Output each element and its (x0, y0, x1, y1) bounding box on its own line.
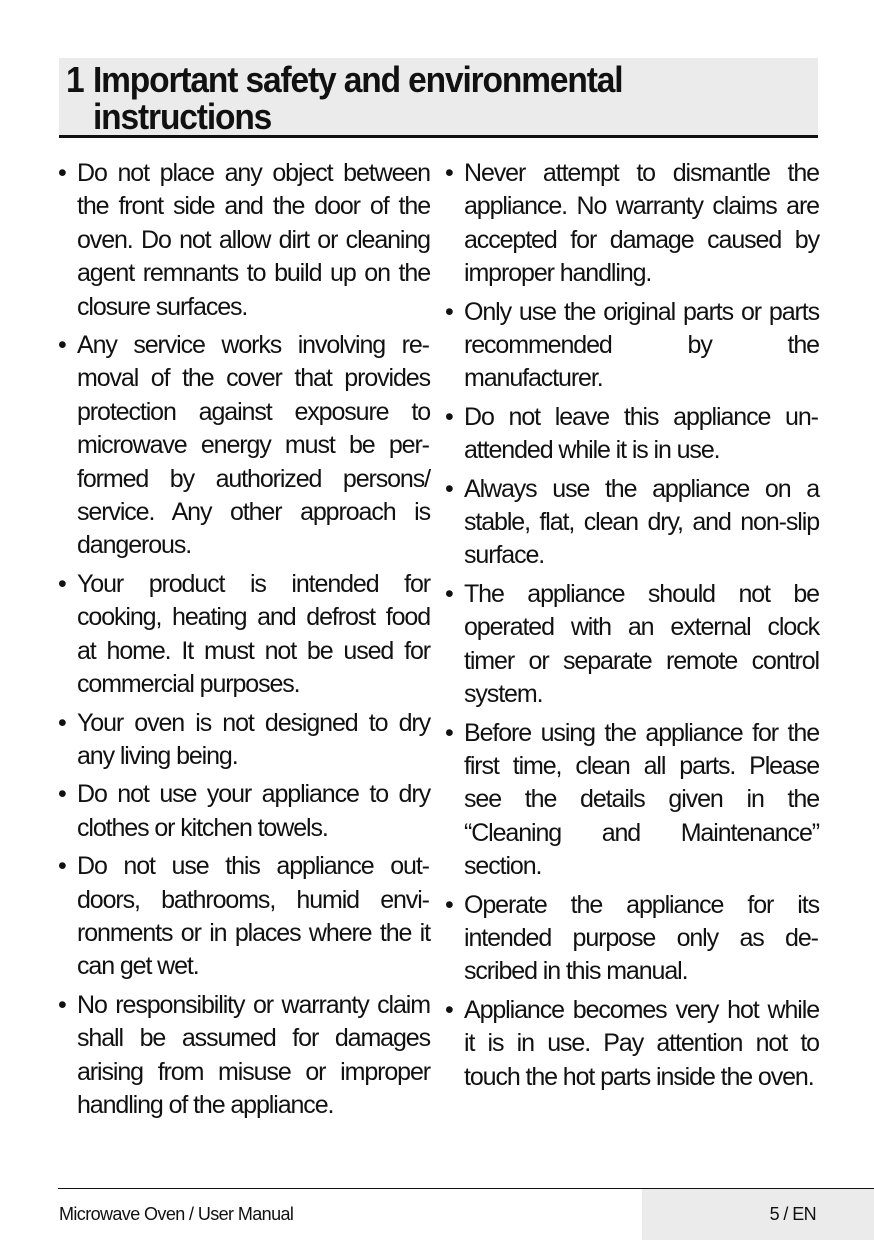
list-item (58, 850, 430, 984)
bullet-icon: • (445, 890, 453, 919)
bullet-icon: • (58, 331, 66, 360)
list-item-text: Your oven is not designed to dry any living being. (77, 708, 430, 770)
list-item (58, 989, 430, 1123)
list-item (445, 401, 819, 468)
list-item (58, 707, 430, 774)
chapter-number: 1 (66, 59, 84, 100)
list-item (58, 778, 430, 845)
bullet-icon: • (445, 297, 453, 326)
left-column (58, 157, 430, 1127)
bullet-icon: • (445, 718, 453, 747)
list-item-text: Before using the appliance for the first time, clean all parts. Please see the details given in the “Cleaning and Maintenance” section. (464, 718, 819, 881)
list-item (445, 889, 819, 989)
chapter-title-text: Important safety and environmental instructions (92, 59, 623, 137)
list-item (445, 296, 819, 396)
footer-document-title: Microwave Oven / User Manual (59, 1204, 294, 1224)
list-item (445, 578, 819, 712)
bullet-icon: • (58, 780, 66, 809)
list-item (58, 329, 430, 563)
list-item-text: No responsibility or warranty claim shall be assumed for damages arising from misuse or improper handling of the appliance. (77, 990, 430, 1119)
bullet-icon: • (445, 474, 453, 503)
list-item-text: Always use the appliance on a stable, flat, clean dry, and non-slip surface. (464, 474, 819, 570)
right-column (445, 157, 819, 1099)
bullet-icon: • (445, 159, 453, 187)
bullet-icon: • (58, 159, 66, 187)
bullet-icon: • (58, 708, 66, 737)
list-item (445, 157, 819, 291)
list-item-text: Operate the appliance for its intended purpose only as described in this manual. (464, 890, 819, 986)
list-item (58, 568, 430, 702)
list-item (445, 994, 819, 1094)
list-item-text: Do not leave this appliance unattended while it is in use. (464, 402, 819, 465)
list-item-text: The appliance should not be operated with an external clock timer or separate remote control system. (464, 579, 819, 709)
list-item-text: Only use the original parts or parts recommended by the manufacturer. (464, 297, 819, 393)
list-item-text: Appliance becomes very hot while it is in use. Pay attention not to touch the hot parts inside the oven. (464, 995, 819, 1091)
bullet-icon: • (445, 402, 453, 431)
list-item (58, 157, 430, 324)
list-item (445, 473, 819, 573)
footer-page-band (642, 1189, 874, 1240)
list-item-text: Never attempt to dismantle the appliance. No warranty claims are accepted for damage caused by improper handling. (464, 159, 819, 288)
list-item-text: Any service works involving removal of the cover that provides protection against exposure to microwave energy must be performed by authorized persons/ service. Any other approach is dangerous. (77, 331, 430, 560)
bullet-icon: • (58, 569, 66, 598)
page-title (66, 61, 754, 135)
list-item-text: Do not use your appliance to dry clothes or kitchen towels. (77, 780, 430, 842)
list-item-text: Your product is intended for cooking, heating and defrost food at home. It must not be used for commercial purposes. (77, 569, 430, 699)
bullet-icon: • (58, 852, 66, 881)
list-item-text: Do not place any object between the front side and the door of the oven. Do not allow dirt or cleaning agent remnants to build up on the closure surfaces. (77, 159, 430, 321)
bullet-icon: • (445, 579, 453, 608)
list-item-text: Do not use this appliance outdoors, bathrooms, humid environments or in places where the it can get wet. (77, 852, 430, 981)
bullet-icon: • (445, 995, 453, 1024)
bullet-icon: • (58, 990, 66, 1019)
footer-page-number: 5 / EN (769, 1204, 816, 1224)
list-item (445, 717, 819, 884)
